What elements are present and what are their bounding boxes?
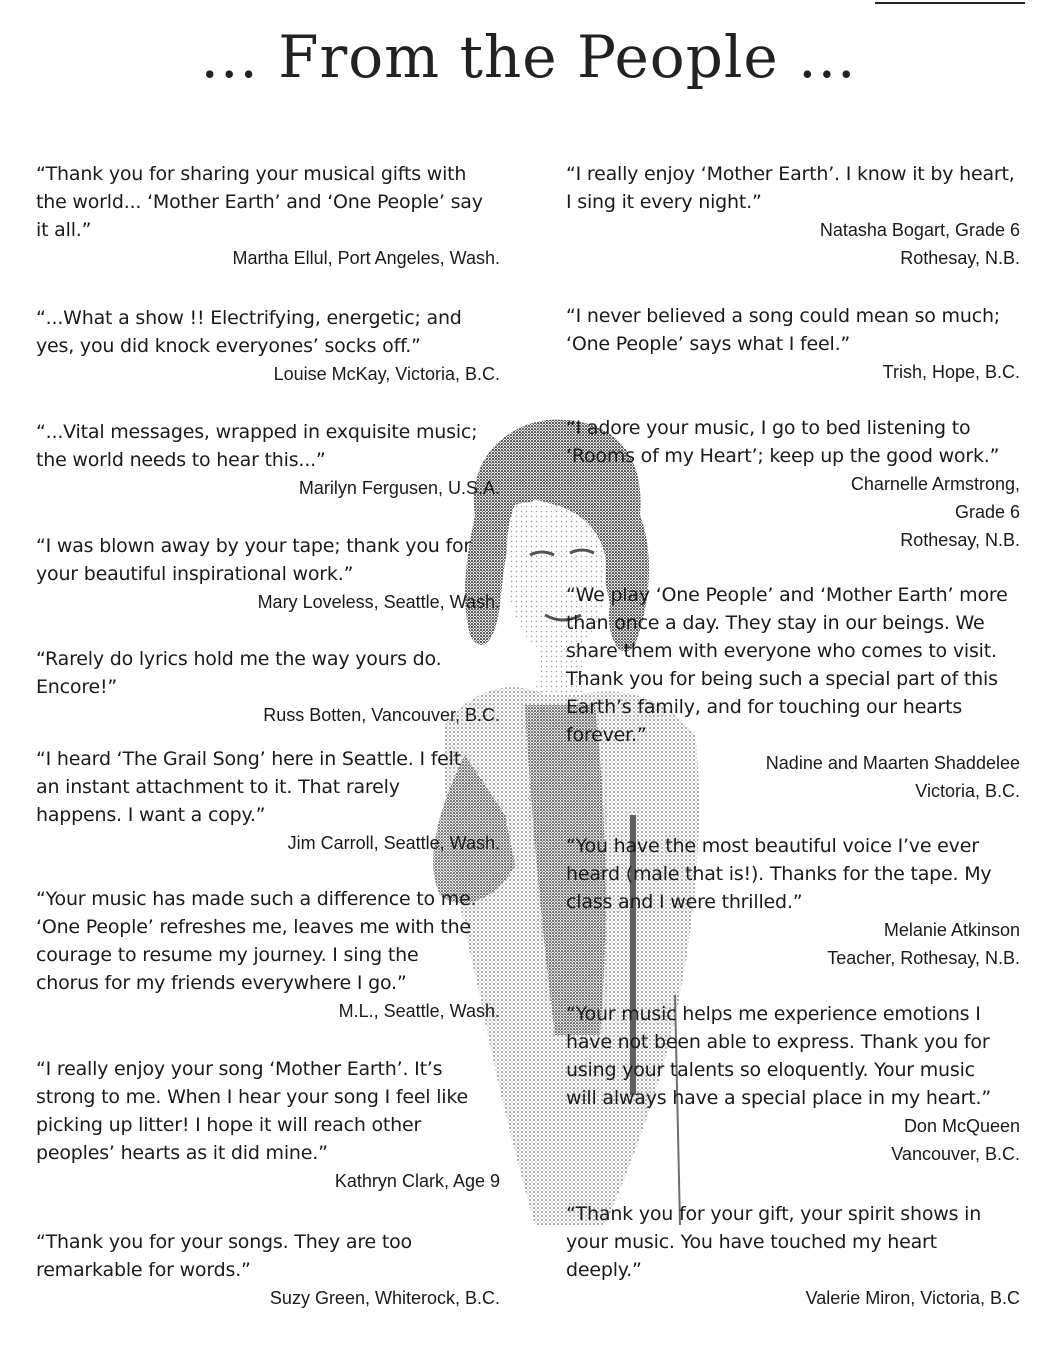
- testimonial-attribution: Charnelle Armstrong, Grade 6 Rothesay, N.B.: [850, 474, 1020, 550]
- testimonial: [566, 1000, 1026, 1168]
- testimonial-quote: “We play ‘One People’ and ‘Mother Earth’ more than once a day. They stay in our beings. We share them with everyone who comes to visit. Thank you for being such a special part of this Earth’s family, and for touching our hearts forever.”: [566, 584, 1008, 746]
- testimonial-attribution: Trish, Hope, B.C.: [882, 362, 1020, 382]
- testimonial-quote: “Thank you for your gift, your spirit shows in your music. You have touched my heart deeply.”: [566, 1203, 982, 1281]
- top-rule: [875, 2, 1025, 4]
- testimonial-quote: “You have the most beautiful voice I’ve ever heard (male that is!). Thanks for the tape. My class and I were thrilled.”: [566, 835, 992, 913]
- testimonial: [36, 418, 506, 502]
- testimonial: [36, 885, 506, 1025]
- testimonial-quote: “I never believed a song could mean so much; ‘One People’ says what I feel.”: [566, 305, 1000, 355]
- testimonial: [36, 304, 506, 388]
- testimonial-quote: “Your music has made such a difference to me. ‘One People’ refreshes me, leaves me with the courage to resume my journey. I sing the chorus for my friends everywhere I go.”: [36, 888, 477, 994]
- testimonial-attribution: Nadine and Maarten Shaddelee Victoria, B.C.: [765, 753, 1020, 801]
- testimonial: [566, 1200, 1026, 1312]
- testimonial-attribution: Suzy Green, Whiterock, B.C.: [269, 1288, 500, 1308]
- testimonial: [36, 532, 506, 616]
- testimonial-attribution: M.L., Seattle, Wash.: [338, 1001, 500, 1021]
- testimonial-attribution: Melanie Atkinson Teacher, Rothesay, N.B.: [827, 920, 1020, 968]
- testimonial: [36, 160, 506, 272]
- testimonial-quote: “...What a show !! Electrifying, energetic; and yes, you did knock everyones’ socks off.”: [36, 307, 462, 357]
- testimonial: [36, 1228, 506, 1312]
- testimonial-quote: “Rarely do lyrics hold me the way yours do. Encore!”: [36, 648, 442, 698]
- testimonial-attribution: Valerie Miron, Victoria, B.C: [805, 1288, 1020, 1308]
- page-title: ... From the People ...: [200, 23, 857, 91]
- testimonial: [36, 645, 506, 729]
- testimonial: [36, 745, 506, 857]
- testimonial: [36, 1055, 506, 1195]
- testimonial-quote: “I really enjoy ‘Mother Earth’. I know it by heart, I sing it every night.”: [566, 163, 1015, 213]
- testimonial-attribution: Jim Carroll, Seattle, Wash.: [287, 833, 500, 853]
- testimonial-quote: “I really enjoy your song ‘Mother Earth’. It’s strong to me. When I hear your song I feel like picking up litter! I hope it will reach other peoples’ hearts as it did mine.”: [36, 1058, 468, 1164]
- testimonial-quote: “...Vital messages, wrapped in exquisite music; the world needs to hear this...”: [36, 421, 478, 471]
- testimonial-attribution: Martha Ellul, Port Angeles, Wash.: [232, 248, 500, 268]
- testimonial-attribution: Marilyn Fergusen, U.S.A.: [298, 478, 500, 498]
- testimonial-quote: “I heard ‘The Grail Song’ here in Seattle. I felt an instant attachment to it. That rarely happens. I want a copy.”: [36, 748, 462, 826]
- testimonial-attribution: Don McQueen Vancouver, B.C.: [891, 1116, 1020, 1164]
- testimonial-quote: “Thank you for sharing your musical gifts with the world... ‘Mother Earth’ and ‘One People’ say it all.”: [36, 163, 483, 241]
- testimonial-quote: “I was blown away by your tape; thank you for your beautiful inspirational work.”: [36, 535, 471, 585]
- testimonial-attribution: Natasha Bogart, Grade 6 Rothesay, N.B.: [819, 220, 1020, 268]
- testimonial: [566, 414, 1026, 554]
- testimonial-attribution: Louise McKay, Victoria, B.C.: [273, 364, 500, 384]
- testimonial-attribution: Kathryn Clark, Age 9: [334, 1171, 500, 1191]
- testimonial-quote: “Thank you for your songs. They are too remarkable for words.”: [36, 1231, 412, 1281]
- testimonial-attribution: Russ Botten, Vancouver, B.C.: [263, 705, 500, 725]
- testimonial: [566, 160, 1026, 272]
- testimonial-quote: “I adore your music, I go to bed listening to ‘Rooms of my Heart’; keep up the good work.”: [566, 417, 1000, 467]
- testimonial-attribution: Mary Loveless, Seattle, Wash.: [257, 592, 500, 612]
- testimonial: [566, 302, 1026, 386]
- testimonial: [566, 581, 1026, 805]
- testimonial: [566, 832, 1026, 972]
- testimonial-quote: “Your music helps me experience emotions I have not been able to express. Thank you for using your talents so eloquently. Your music will always have a special place in my heart.”: [566, 1003, 992, 1109]
